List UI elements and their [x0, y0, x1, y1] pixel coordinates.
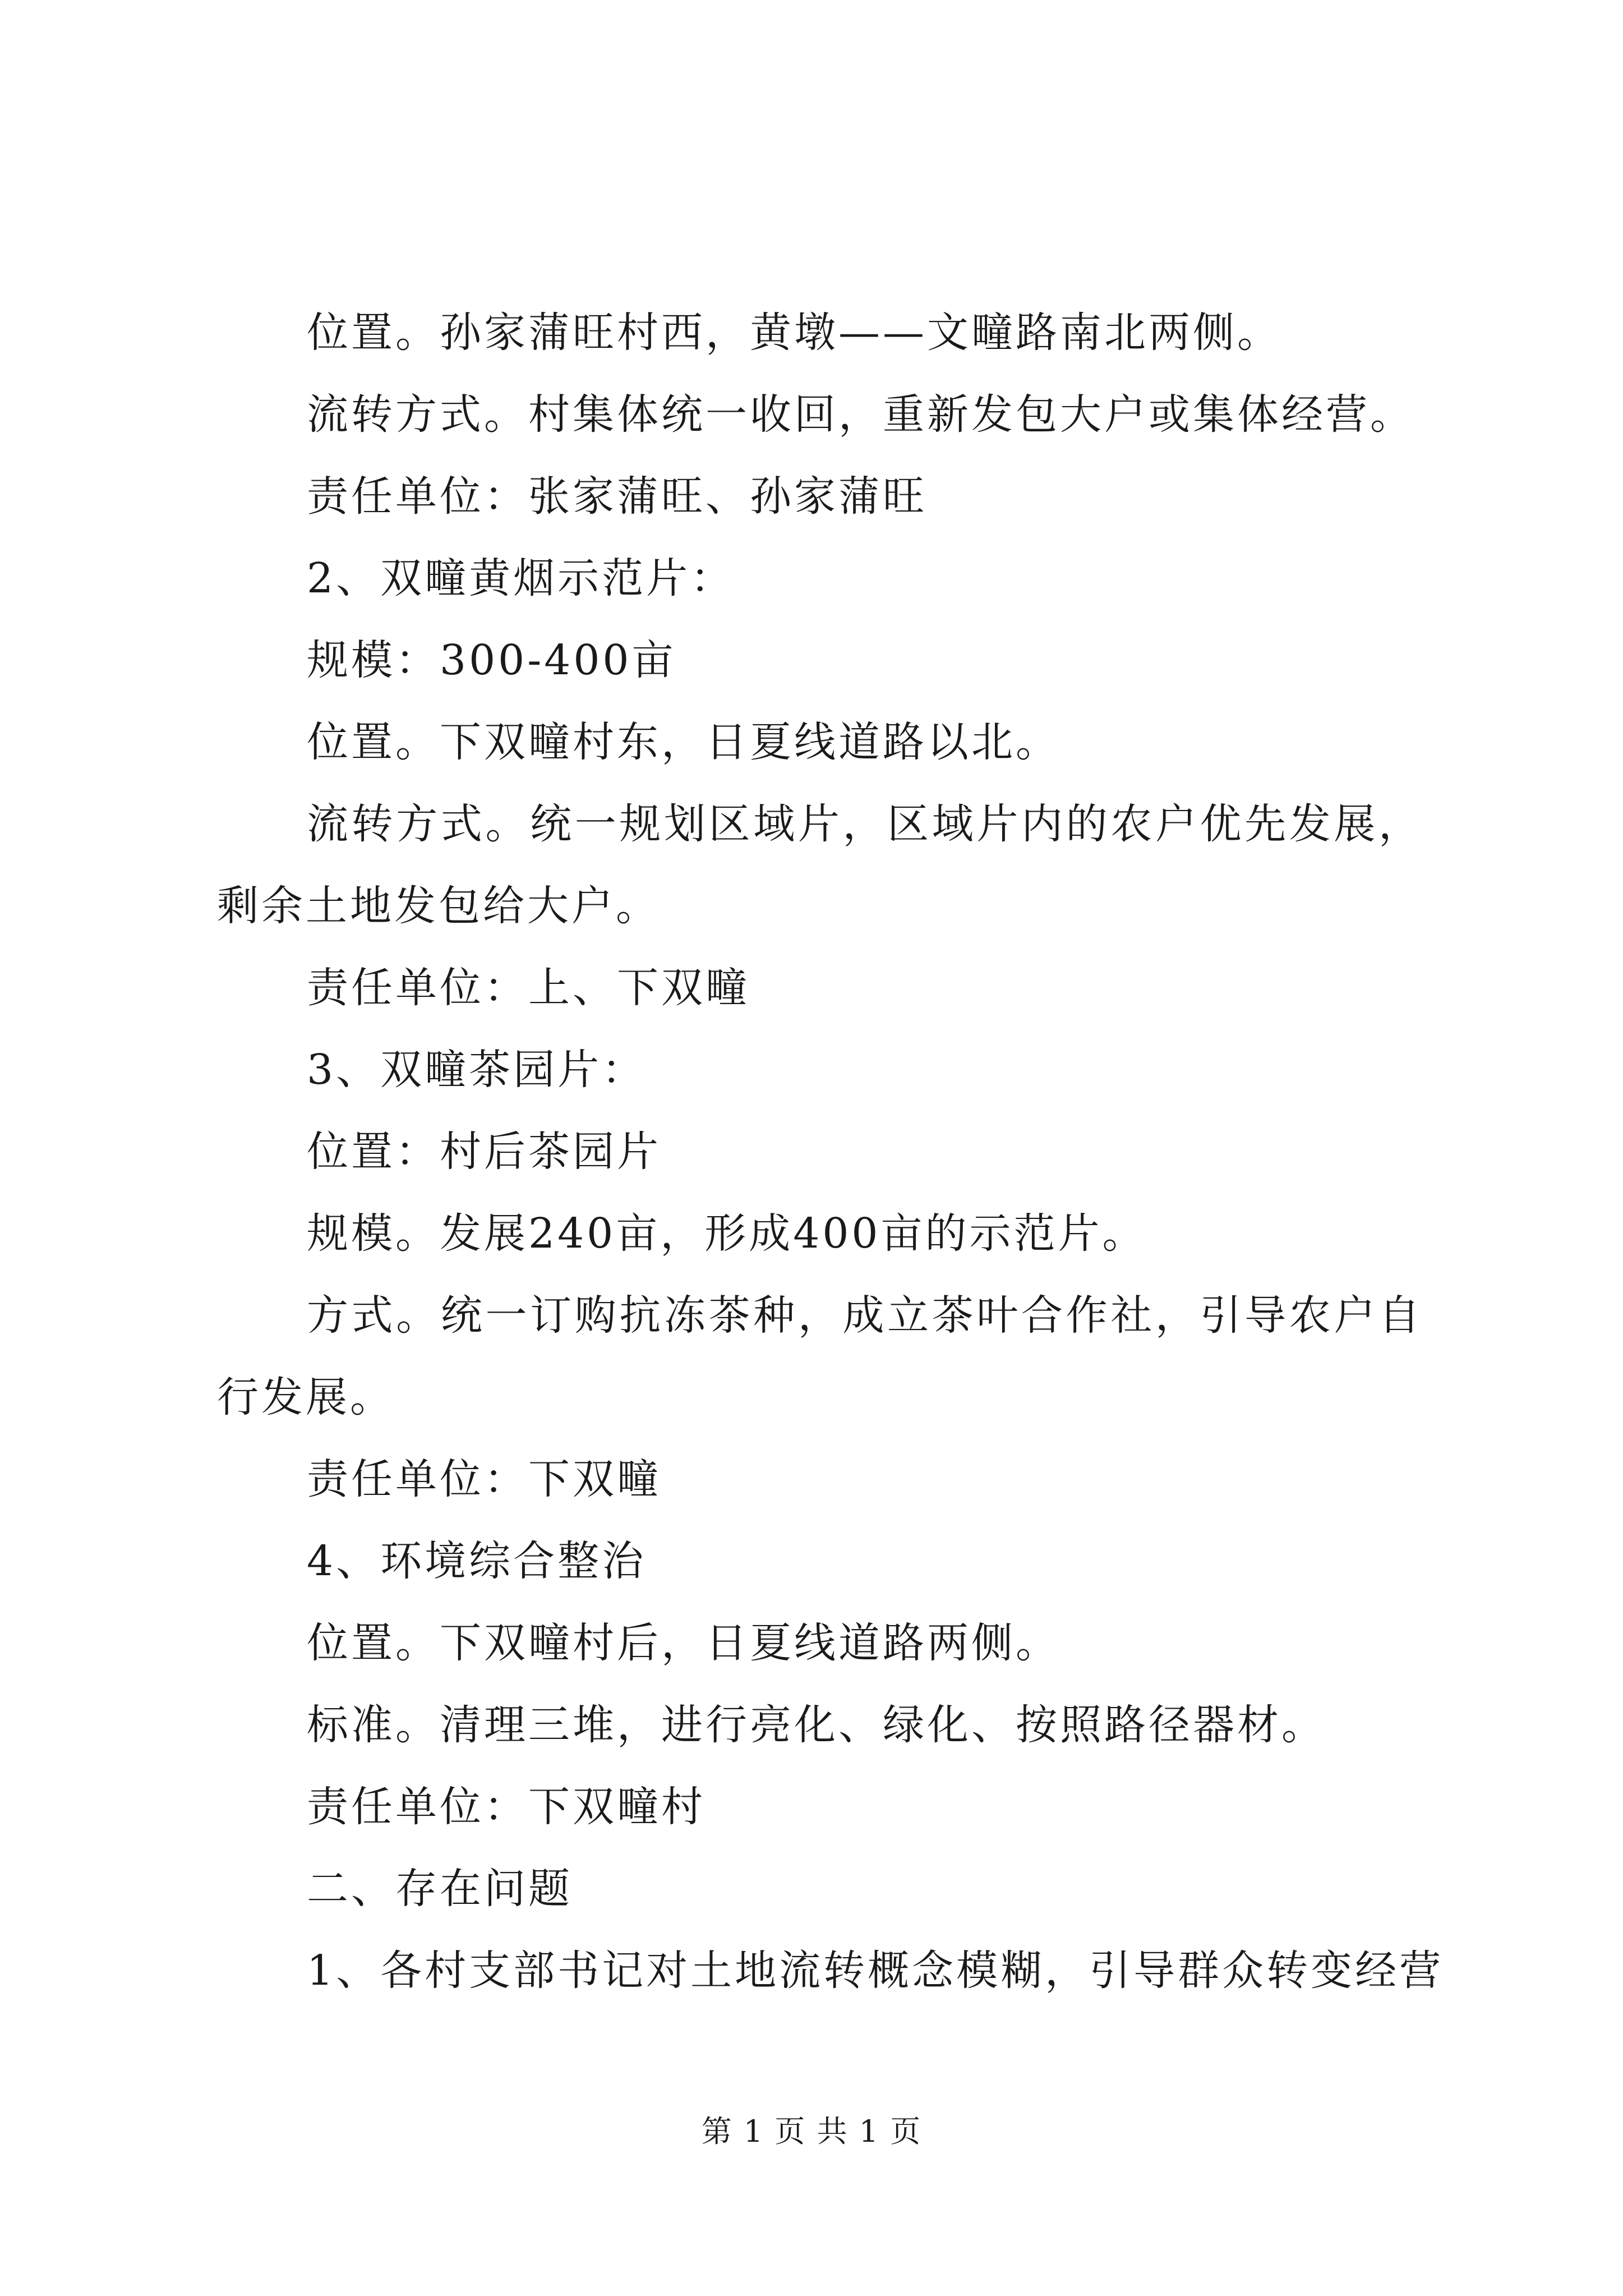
paragraph-location-3: 位置：村后茶园片	[307, 1128, 661, 1176]
paragraph-responsible-unit-3: 责任单位：下双疃	[307, 1455, 661, 1503]
paragraph-method-3: 方式。统一订购抗冻茶种，成立茶叶合作社，引导农户自行发展。	[217, 1291, 1423, 1421]
paragraph-scale-2: 规模：300-400亩	[307, 636, 676, 684]
paragraph-problem-1: 1、各村支部书记对土地流转概念模糊，引导群众转变经营	[307, 1947, 1444, 1995]
paragraph-section-4-heading: 4、环境综合整治	[307, 1537, 647, 1585]
paragraph-transfer-method-2: 流转方式。统一规划区域片，区域片内的农户优先发展，剩余土地发包给大户。	[217, 800, 1423, 930]
paragraph-responsible-unit-2: 责任单位：上、下双疃	[307, 964, 750, 1012]
paragraph-responsible-unit-4: 责任单位：下双疃村	[307, 1783, 706, 1831]
paragraph-location-4: 位置。下双疃村后，日夏线道路两侧。	[307, 1619, 1060, 1667]
paragraph-section-2-heading: 2、双疃黄烟示范片：	[307, 554, 735, 602]
paragraph-location-2: 位置。下双疃村东，日夏线道路以北。	[307, 718, 1060, 766]
paragraph-standard-4: 标准。清理三堆，进行亮化、绿化、按照路径器材。	[307, 1701, 1326, 1749]
paragraph-problems-heading: 二、存在问题	[307, 1865, 573, 1913]
paragraph-transfer-method-1: 流转方式。村集体统一收回，重新发包大户或集体经营。	[307, 390, 1414, 439]
paragraph-section-3-heading: 3、双疃茶园片：	[307, 1046, 647, 1094]
paragraph-location-1: 位置。孙家蒲旺村西，黄墩——文疃路南北两侧。	[307, 309, 1281, 357]
page-footer: 第 1 页 共 1 页	[701, 2114, 922, 2149]
paragraph-responsible-unit-1: 责任单位：张家蒲旺、孙家蒲旺	[307, 472, 927, 521]
paragraph-scale-3: 规模。发展240亩，形成400亩的示范片。	[307, 1209, 1147, 1258]
